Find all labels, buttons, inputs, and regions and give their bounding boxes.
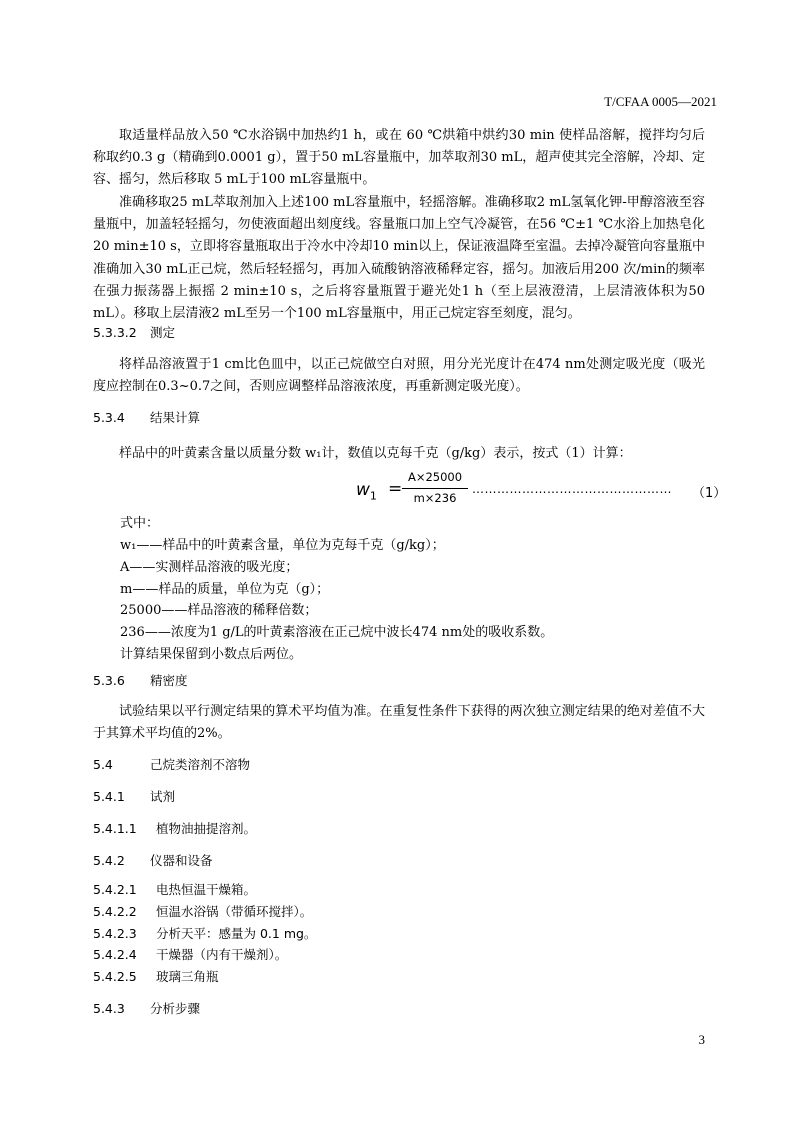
item-5-4-2-5: 5.4.2.5 玻璃三角瓶 xyxy=(93,969,219,984)
formula-lhs: $w_1$ xyxy=(356,480,377,503)
heading-5-4-1 xyxy=(93,787,175,805)
heading-5-4-3 xyxy=(93,999,200,1017)
heading-title: 分析步骤 xyxy=(150,1001,201,1016)
heading-title: 结果计算 xyxy=(150,410,201,425)
heading-number: 5.3.3.2 xyxy=(93,325,137,340)
paragraph-sample-prep: 取适量样品放入50 ℃水浴锅中加热约1 h，或在 60 ℃烘箱中烘约30 min 使样品溶解，搅拌均匀后称取约0.3 g（精确到0.0001 g），置于50 mL容量瓶中，加萃取剂30 mL，超声使其完全溶解，冷却、定容、摇匀，然后移取 5 mL于100 mL容量瓶中。 xyxy=(93,128,705,188)
formula-fraction xyxy=(402,470,468,507)
formula-number: （1） xyxy=(692,486,727,501)
paragraph-measurement: 将样品溶液置于1 cm比色皿中，以正己烷做空白对照，用分光光度计在474 nm处测定吸光度（吸光度应控制在0.3~0.7之间，否则应调整样品溶液浓度，再重新测定吸光度）。 xyxy=(93,357,705,395)
heading-number: 5.4.3 xyxy=(93,1001,125,1016)
heading-title: 己烷类溶剂不溶物 xyxy=(150,757,251,772)
item-5-4-2-1: 5.4.2.1 电热恒温干燥箱。 xyxy=(93,882,257,897)
item-5-4-2-3: 5.4.2.3 分析天平：感量为 0.1 mg。 xyxy=(93,926,317,941)
paragraph-precision: 试验结果以平行测定结果的算术平均值为准。在重复性条件下获得的两次独立测定结果的绝对差值不大于其算术平均值的2%。 xyxy=(93,704,705,742)
heading-number: 5.4 xyxy=(93,757,113,772)
heading-title: 精密度 xyxy=(150,673,188,688)
item-5-4-2-2: 5.4.2.2 恒温水浴锅（带循环搅拌）。 xyxy=(93,904,313,919)
page-number: 3 xyxy=(698,1032,705,1047)
rounding-note: 计算结果保留到小数点后两位。 xyxy=(120,647,303,662)
heading-number: 5.3.6 xyxy=(93,673,125,688)
heading-5-3-6 xyxy=(93,671,188,689)
heading-5-4-2 xyxy=(93,851,213,869)
item-5-4-1-1: 5.4.1.1 植物油抽提溶剂。 xyxy=(93,821,257,836)
heading-title: 仪器和设备 xyxy=(150,853,213,868)
formula-equals: = xyxy=(388,479,403,499)
heading-number: 5.3.4 xyxy=(93,410,125,425)
formula-leader-dots: ………………………………………… xyxy=(472,482,672,496)
paragraph-saponification: 准确移取25 mL萃取剂加入上述100 mL容量瓶中，轻摇溶解。准确移取2 mL氢氧化钾-甲醇溶液至容量瓶中，加盖轻轻摇匀，勿使液面超出刻度线。容量瓶口加上空气冷凝管，在56 ℃±1 ℃水浴上加热皂化20 min±10 s，立即将容量瓶取出于冷水中冷却10 min以上，保证液温降至室温。去掉冷凝管向容量瓶中准确加入30 mL正己烷，然后轻轻摇匀，再加入硫酸钠溶液稀释定容，摇匀。加液后用200 次/min的频率在强力振荡器上振摇 2 min±10 s，之后将容量瓶置于避光处1 h（至上层液澄清，上层清液体积为50 mL）。移取上层清液2 mL至另一个100 mL容量瓶中，用正己烷定容至刻度，混匀。 xyxy=(93,195,705,322)
where-line-a: A——实测样品溶液的吸光度； xyxy=(120,560,299,575)
heading-title: 试剂 xyxy=(150,789,176,804)
heading-number: 5.4.2 xyxy=(93,853,125,868)
heading-5-3-3-2 xyxy=(93,323,175,341)
where-line-236: 236——浓度为1 g/L的叶黄素溶液在正己烷中波长474 nm处的吸收系数。 xyxy=(120,625,554,640)
heading-number: 5.4.1 xyxy=(93,789,125,804)
formula-numerator: A×25000 xyxy=(407,470,463,484)
document-id-header: T/CFAA 0005—2021 xyxy=(604,94,717,109)
formula-denominator: m×236 xyxy=(413,491,457,505)
where-intro: 式中： xyxy=(120,516,160,531)
where-line-w1: w₁——样品中的叶黄素含量，单位为克每千克（g/kg）； xyxy=(120,538,445,553)
item-5-4-2-4: 5.4.2.4 干燥器（内有干燥剂）。 xyxy=(93,947,288,962)
where-line-m: m——样品的质量，单位为克（g）； xyxy=(120,582,330,597)
paragraph-result-calc: 样品中的叶黄素含量以质量分数 w₁计，数值以克每千克（g/kg）表示，按式（1）计算： xyxy=(119,446,632,461)
heading-5-4 xyxy=(93,755,250,773)
heading-5-3-4 xyxy=(93,408,200,426)
heading-title: 测定 xyxy=(150,325,176,340)
fraction-bar xyxy=(402,488,468,489)
where-line-25000: 25000——样品溶液的稀释倍数； xyxy=(120,603,318,618)
